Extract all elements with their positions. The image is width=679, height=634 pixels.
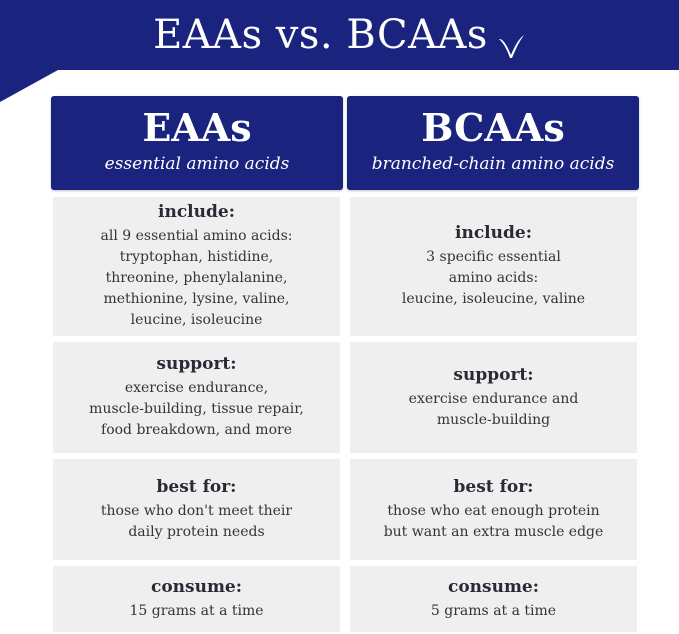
- text-line: food breakdown, and more: [101, 422, 292, 438]
- bcaas-support-text: [409, 389, 579, 431]
- v-check-logo-icon: [496, 24, 526, 54]
- text-line: amino acids:: [448, 270, 539, 286]
- eaas-include-label: include:: [158, 202, 235, 222]
- eaas-consume-text: [129, 601, 263, 622]
- text-line: 15 grams at a time: [129, 602, 264, 619]
- eaas-column: [51, 96, 343, 190]
- banner-title: [0, 0, 679, 70]
- text-line: methionine, lysine, valine,: [103, 291, 290, 307]
- text-line: exercise endurance,: [124, 380, 269, 396]
- text-line: leucine, isoleucine: [130, 312, 263, 328]
- eaas-include-cell: [53, 197, 340, 336]
- text-line: all 9 essential amino acids:: [100, 228, 293, 244]
- eaas-support-cell: [53, 342, 340, 453]
- text-line: 3 specific essential: [426, 249, 561, 265]
- text-line: daily protein needs: [128, 523, 265, 540]
- eaas-support-text: [89, 378, 304, 441]
- bcaas-consume-text: [431, 601, 556, 622]
- text-line: tryptophan, histidine,: [119, 249, 274, 265]
- eaas-header: [51, 96, 343, 190]
- eaas-consume-label: consume:: [150, 576, 243, 597]
- bcaas-consume-label: consume:: [447, 576, 540, 597]
- eaas-best-for-cell: [53, 459, 340, 560]
- bcaas-support-label: support:: [453, 364, 534, 385]
- text-line: muscle-building, tissue repair,: [89, 401, 304, 417]
- eaas-consume-cell: [53, 566, 340, 632]
- bcaas-column: [347, 96, 639, 190]
- text-line: muscle-building: [436, 411, 551, 428]
- eaas-best-for-text: [101, 501, 292, 543]
- bcaas-best-for-label: best for:: [453, 476, 534, 497]
- bcaas-subheading: branched-chain amino acids: [371, 154, 615, 174]
- bcaas-consume-cell: [350, 566, 637, 632]
- eaas-subheading: essential amino acids: [104, 154, 290, 174]
- text-line: those who don't meet their: [100, 502, 293, 519]
- text-line: leucine, isoleucine, valine: [401, 291, 586, 307]
- eaas-best-for-label: best for:: [156, 476, 237, 497]
- text-line: but want an extra muscle edge: [383, 523, 604, 540]
- text-line: 5 grams at a time: [430, 602, 557, 619]
- bcaas-include-text: [402, 247, 585, 310]
- text-line: those who eat enough protein: [387, 502, 600, 519]
- eaas-heading: EAAs: [142, 105, 252, 150]
- text-line: exercise endurance and: [408, 390, 579, 407]
- bcaas-include-cell: [350, 197, 637, 336]
- bcaas-best-for-cell: [350, 459, 637, 560]
- bcaas-heading: BCAAs: [421, 105, 565, 150]
- bcaas-header: [347, 96, 639, 190]
- eaas-support-label: support:: [156, 354, 237, 374]
- eaas-include-text: [101, 226, 293, 331]
- bcaas-support-cell: [350, 342, 637, 453]
- banner-notch: [0, 70, 58, 102]
- text-line: threonine, phenylalanine,: [105, 270, 288, 286]
- banner-title-text: EAAs vs. BCAAs: [153, 12, 488, 58]
- bcaas-include-label: include:: [455, 223, 532, 243]
- bcaas-best-for-text: [384, 501, 604, 543]
